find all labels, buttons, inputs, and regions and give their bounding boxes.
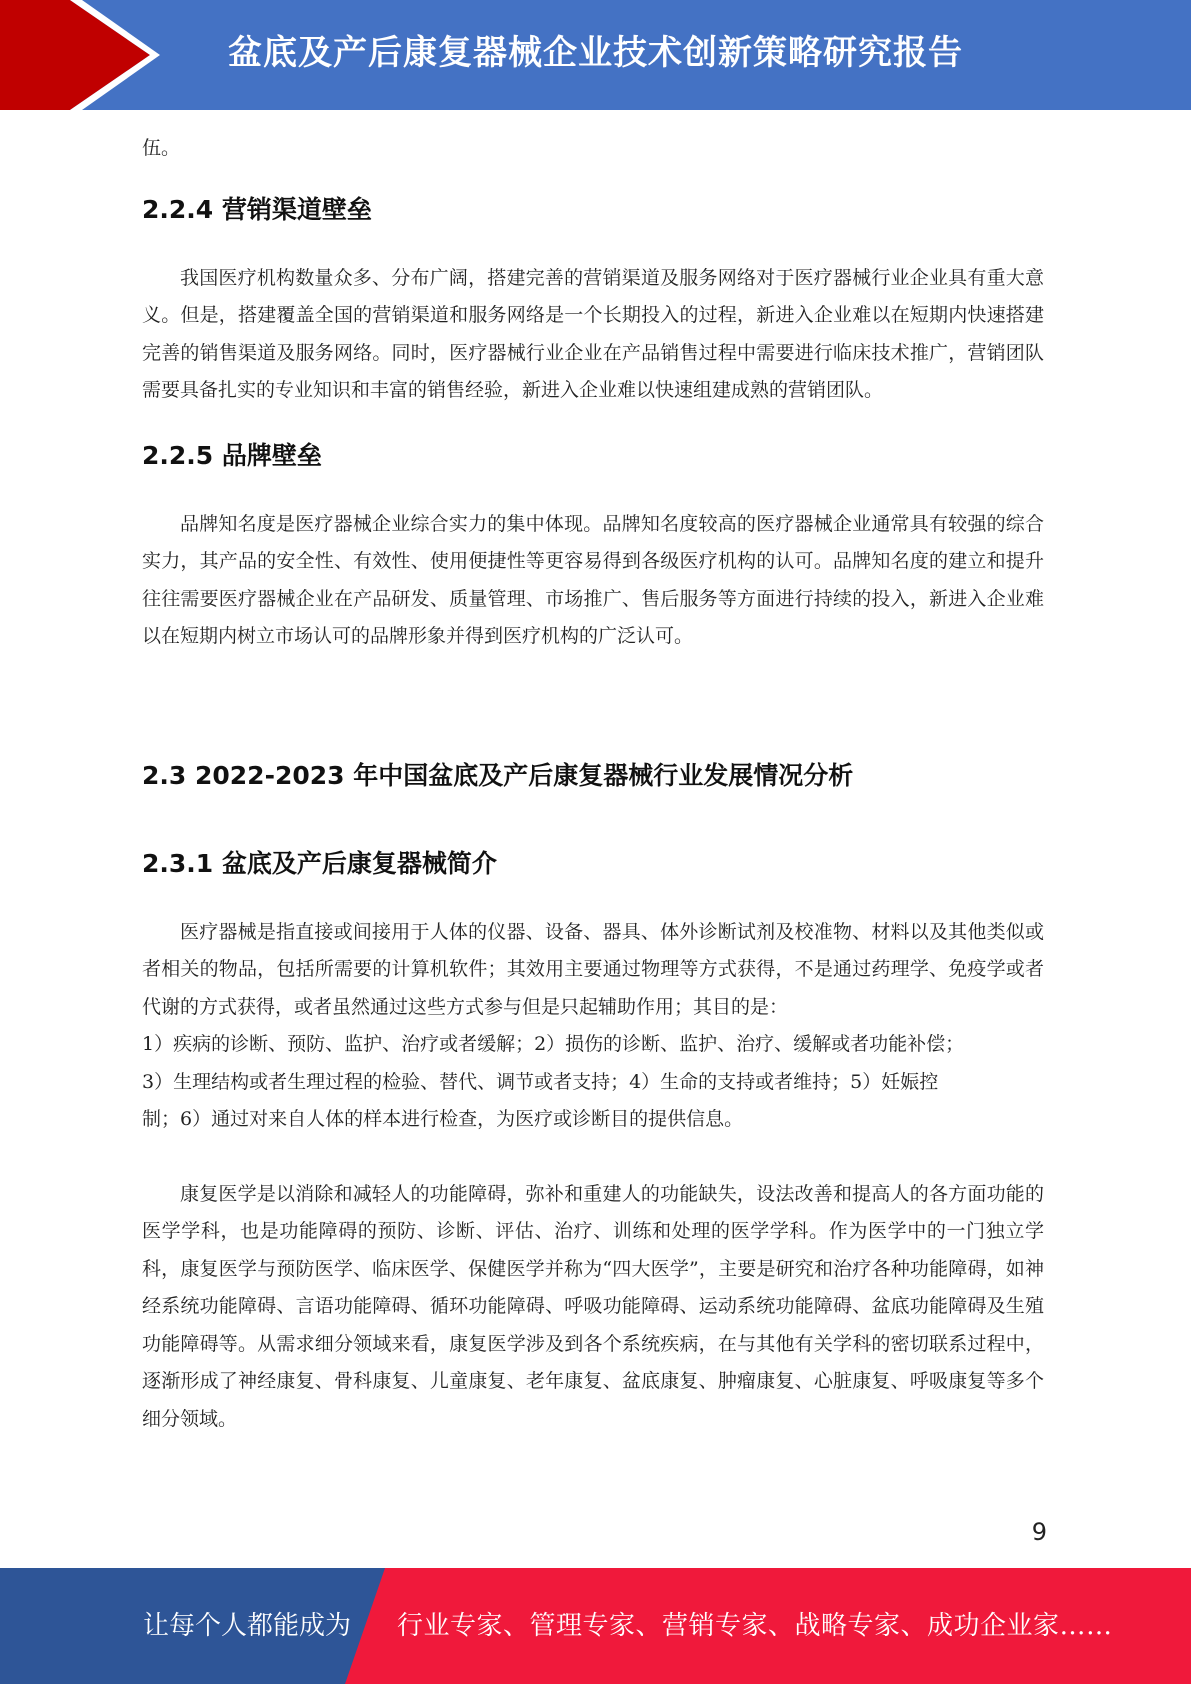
definition-line-3: 制；6）通过对来自人体的样本进行检查，为医疗或诊断目的提供信息。 [142,1108,744,1130]
paragraph-device-definition: 医疗器械是指直接或间接用于人体的仪器、设备、器具、体外诊断试剂及校准物、材料以及其他类似或者相关的物品，包括所需要的计算机软件；其效用主要通过物理等方式获得，不是通过药理学、免疫学或者代谢的方式获得，或者虽然通过这些方式参与但是只起辅助作用；其目的是： [142,920,1044,1018]
heading-2-3-1: 2.3.1 盆底及产后康复器械简介 [142,848,497,878]
heading-2-2-4: 2.2.4 营销渠道壁垒 [142,194,372,224]
page-number: 9 [1031,1518,1047,1546]
continuation-text: 伍。 [142,137,181,159]
page-header [0,0,1191,110]
page-footer [0,1568,1191,1684]
report-title: 盆底及产后康复器械企业技术创新策略研究报告 [228,33,963,73]
definition-line-1: 1）疾病的诊断、预防、监护、治疗或者缓解；2）损伤的诊断、监护、治疗、缓解或者功能补偿； [142,1033,965,1055]
definition-line-2: 3）生理结构或者生理过程的检验、替代、调节或者支持；4）生命的支持或者维持；5）妊娠控 [142,1070,939,1093]
footer-slogan-right: 行业专家、管理专家、营销专家、战略专家、成功企业家…… [397,1611,1113,1641]
heading-2-3: 2.3 2022-2023 年中国盆底及产后康复器械行业发展情况分析 [142,760,854,790]
paragraph-rehab-medicine: 康复医学是以消除和减轻人的功能障碍，弥补和重建人的功能缺失，设法改善和提高人的各方面功能的医学学科，也是功能障碍的预防、诊断、评估、治疗、训练和处理的医学学科。作为医学中的一门独立学科，康复医学与预防医学、临床医学、保健医学并称为“四大医学”，主要是研究和治疗各种功能障碍，如神经系统功能障碍、言语功能障碍、循环功能障碍、呼吸功能障碍、运动系统功能障碍、盆底功能障碍及生殖功能障碍等。从需求细分领域来看，康复医学涉及到各个系统疾病，在与其他有关学科的密切联系过程中，逐渐形成了神经康复、骨科康复、儿童康复、老年康复、盆底康复、肿瘤康复、心脏康复、呼吸康复等多个细分领域。 [142,1182,1044,1430]
paragraph-brand-barrier: 品牌知名度是医疗器械企业综合实力的集中体现。品牌知名度较高的医疗器械企业通常具有较强的综合实力，其产品的安全性、有效性、使用便捷性等更容易得到各级医疗机构的认可。品牌知名度的建立和提升往往需要医疗器械企业在产品研发、质量管理、市场推广、售后服务等方面进行持续的投入，新进入企业难以在短期内树立市场认可的品牌形象并得到医疗机构的广泛认可。 [142,512,1044,647]
red-chevron-decoration [0,0,150,110]
paragraph-marketing-channel: 我国医疗机构数量众多、分布广阔，搭建完善的营销渠道及服务网络对于医疗器械行业企业具有重大意义。但是，搭建覆盖全国的营销渠道和服务网络是一个长期投入的过程，新进入企业难以在短期内快速搭建完善的销售渠道及服务网络。同时，医疗器械行业企业在产品销售过程中需要进行临床技术推广，营销团队需要具备扎实的专业知识和丰富的销售经验，新进入企业难以快速组建成熟的营销团队。 [142,266,1044,401]
page-content [142,130,1044,1438]
footer-slogan-left: 让每个人都能成为 [143,1611,352,1641]
heading-2-2-5: 2.2.5 品牌壁垒 [142,440,322,470]
medical-device-definition [142,914,1044,1139]
